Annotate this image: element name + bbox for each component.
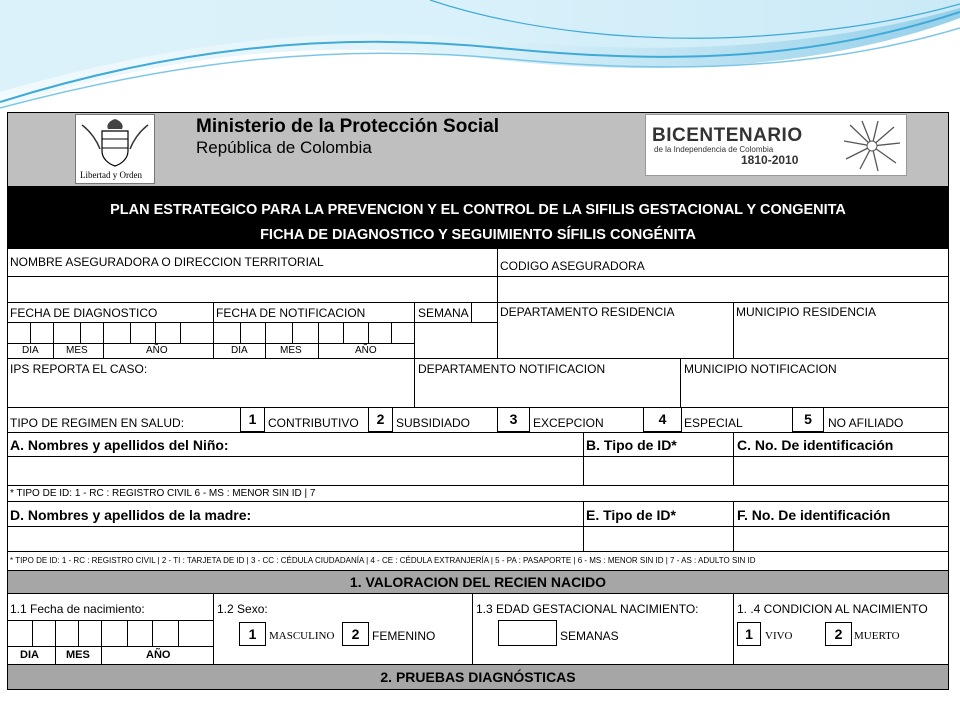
child-names-label: A. Nombres y apellidos del Niño: xyxy=(10,437,229,453)
seal-motto: Libertad y Orden xyxy=(80,170,142,180)
star-burst-icon xyxy=(842,119,902,173)
regimen-option-label: NO AFILIADO xyxy=(828,416,904,430)
colombia-seal xyxy=(75,114,155,184)
regimen-option-1[interactable]: 1 xyxy=(240,407,265,432)
regimen-option-label: ESPECIAL xyxy=(684,416,743,430)
anio-label: AÑO xyxy=(146,345,168,356)
depto-residencia-label: DEPARTAMENTO RESIDENCIA xyxy=(500,305,675,319)
condition-option-label: VIVO xyxy=(765,630,793,642)
codigo-label: CODIGO ASEGURADORA xyxy=(500,259,645,273)
gest-age-input[interactable] xyxy=(498,620,557,646)
regimen-option-4[interactable]: 4 xyxy=(643,407,682,432)
mes-label: MES xyxy=(66,345,88,356)
fecha-notificacion-label: FECHA DE NOTIFICACION xyxy=(216,306,366,320)
weeks-label: SEMANAS xyxy=(560,629,619,643)
birth-date-label: 1.1 Fecha de nacimiento: xyxy=(10,602,145,616)
municipio-residencia-label: MUNICIPIO RESIDENCIA xyxy=(736,305,877,319)
republic-subtitle: República de Colombia xyxy=(196,138,372,157)
condition-label: 1. .4 CONDICION AL NACIMIENTO xyxy=(737,602,928,616)
sex-label: 1.2 Sexo: xyxy=(217,602,268,616)
sex-option-1[interactable]: 1 xyxy=(239,622,266,646)
birth-dia-label: DIA xyxy=(20,649,39,661)
dia-label: DIA xyxy=(22,345,39,356)
mother-id-type-label: E. Tipo de ID* xyxy=(586,507,676,523)
aseguradora-label: NOMBRE ASEGURADORA O DIRECCION TERRITORIAL xyxy=(10,255,324,269)
semana-label: SEMANA xyxy=(418,306,469,320)
shield-icon xyxy=(76,115,154,169)
depto-notificacion-label: DEPARTAMENTO NOTIFICACION xyxy=(418,362,606,376)
mother-id-number-label: F. No. De identificación xyxy=(737,507,891,523)
mother-names-label: D. Nombres y apellidos de la madre: xyxy=(10,507,252,523)
regimen-option-5[interactable]: 5 xyxy=(792,407,824,432)
regimen-option-label: EXCEPCION xyxy=(533,416,604,430)
condition-option-2[interactable]: 2 xyxy=(825,622,852,646)
mes-label-2: MES xyxy=(280,345,302,356)
ips-label: IPS REPORTA EL CASO: xyxy=(10,362,148,376)
condition-option-1[interactable]: 1 xyxy=(737,622,761,646)
bicentennial-title: BICENTENARIO xyxy=(652,125,803,146)
bicentennial-logo xyxy=(645,114,907,176)
anio-label-2: AÑO xyxy=(355,345,377,356)
form-title-bar xyxy=(8,186,948,248)
plan-title: PLAN ESTRATEGICO PARA LA PREVENCION Y EL CONTROL DE LA SIFILIS GESTACIONAL Y CONGENITA xyxy=(110,202,846,218)
birth-anio-label: AÑO xyxy=(146,649,171,661)
sex-option-2[interactable]: 2 xyxy=(342,622,369,646)
birth-mes-label: MES xyxy=(66,649,90,661)
child-id-note: * TIPO DE ID: 1 - RC : REGISTRO CIVIL 6 - MS : MENOR SIN ID | 7 xyxy=(10,488,316,499)
sex-option-label: MASCULINO xyxy=(269,630,335,642)
condition-option-label: MUERTO xyxy=(854,630,900,642)
section-2-header: 2. PRUEBAS DIAGNÓSTICAS xyxy=(8,664,948,690)
regimen-label: TIPO DE REGIMEN EN SALUD: xyxy=(10,416,185,430)
mother-id-note: * TIPO DE ID: 1 - RC : REGISTRO CIVIL | 2 - TI : TARJETA DE ID | 3 - CC : CÉDULA CIUDADANÍA | 4 - CE : CÉDULA EXTRANJERÍA | 5 - PA : PASAPORTE | 6 - MS : MENOR SIN ID | 7 - AS : ADULTO SIN ID xyxy=(10,556,756,565)
regimen-option-label: SUBSIDIADO xyxy=(396,416,471,430)
section-1-header: 1. VALORACION DEL RECIEN NACIDO xyxy=(8,570,948,594)
municipio-notificacion-label: MUNICIPIO NOTIFICACION xyxy=(684,362,837,376)
child-id-type-label: B. Tipo de ID* xyxy=(586,437,677,453)
regimen-option-2[interactable]: 2 xyxy=(368,407,393,432)
fecha-diagnostico-label: FECHA DE DIAGNOSTICO xyxy=(10,306,158,320)
bicentennial-years: 1810-2010 xyxy=(741,153,799,167)
ministry-title: Ministerio de la Protección Social xyxy=(196,116,500,137)
ficha-title: FICHA DE DIAGNOSTICO Y SEGUIMIENTO SÍFILIS CONGÉNITA xyxy=(260,227,696,243)
decorative-waves xyxy=(0,0,960,120)
gest-age-label: 1.3 EDAD GESTACIONAL NACIMIENTO: xyxy=(476,602,699,616)
bicentennial-subtitle: de la Independencia de Colombia xyxy=(654,145,774,154)
regimen-option-label: CONTRIBUTIVO xyxy=(268,416,359,430)
dia-label-2: DIA xyxy=(231,345,248,356)
regimen-option-3[interactable]: 3 xyxy=(497,407,530,432)
sex-option-label: FEMENINO xyxy=(372,629,436,643)
child-id-number-label: C. No. De identificación xyxy=(737,437,894,453)
